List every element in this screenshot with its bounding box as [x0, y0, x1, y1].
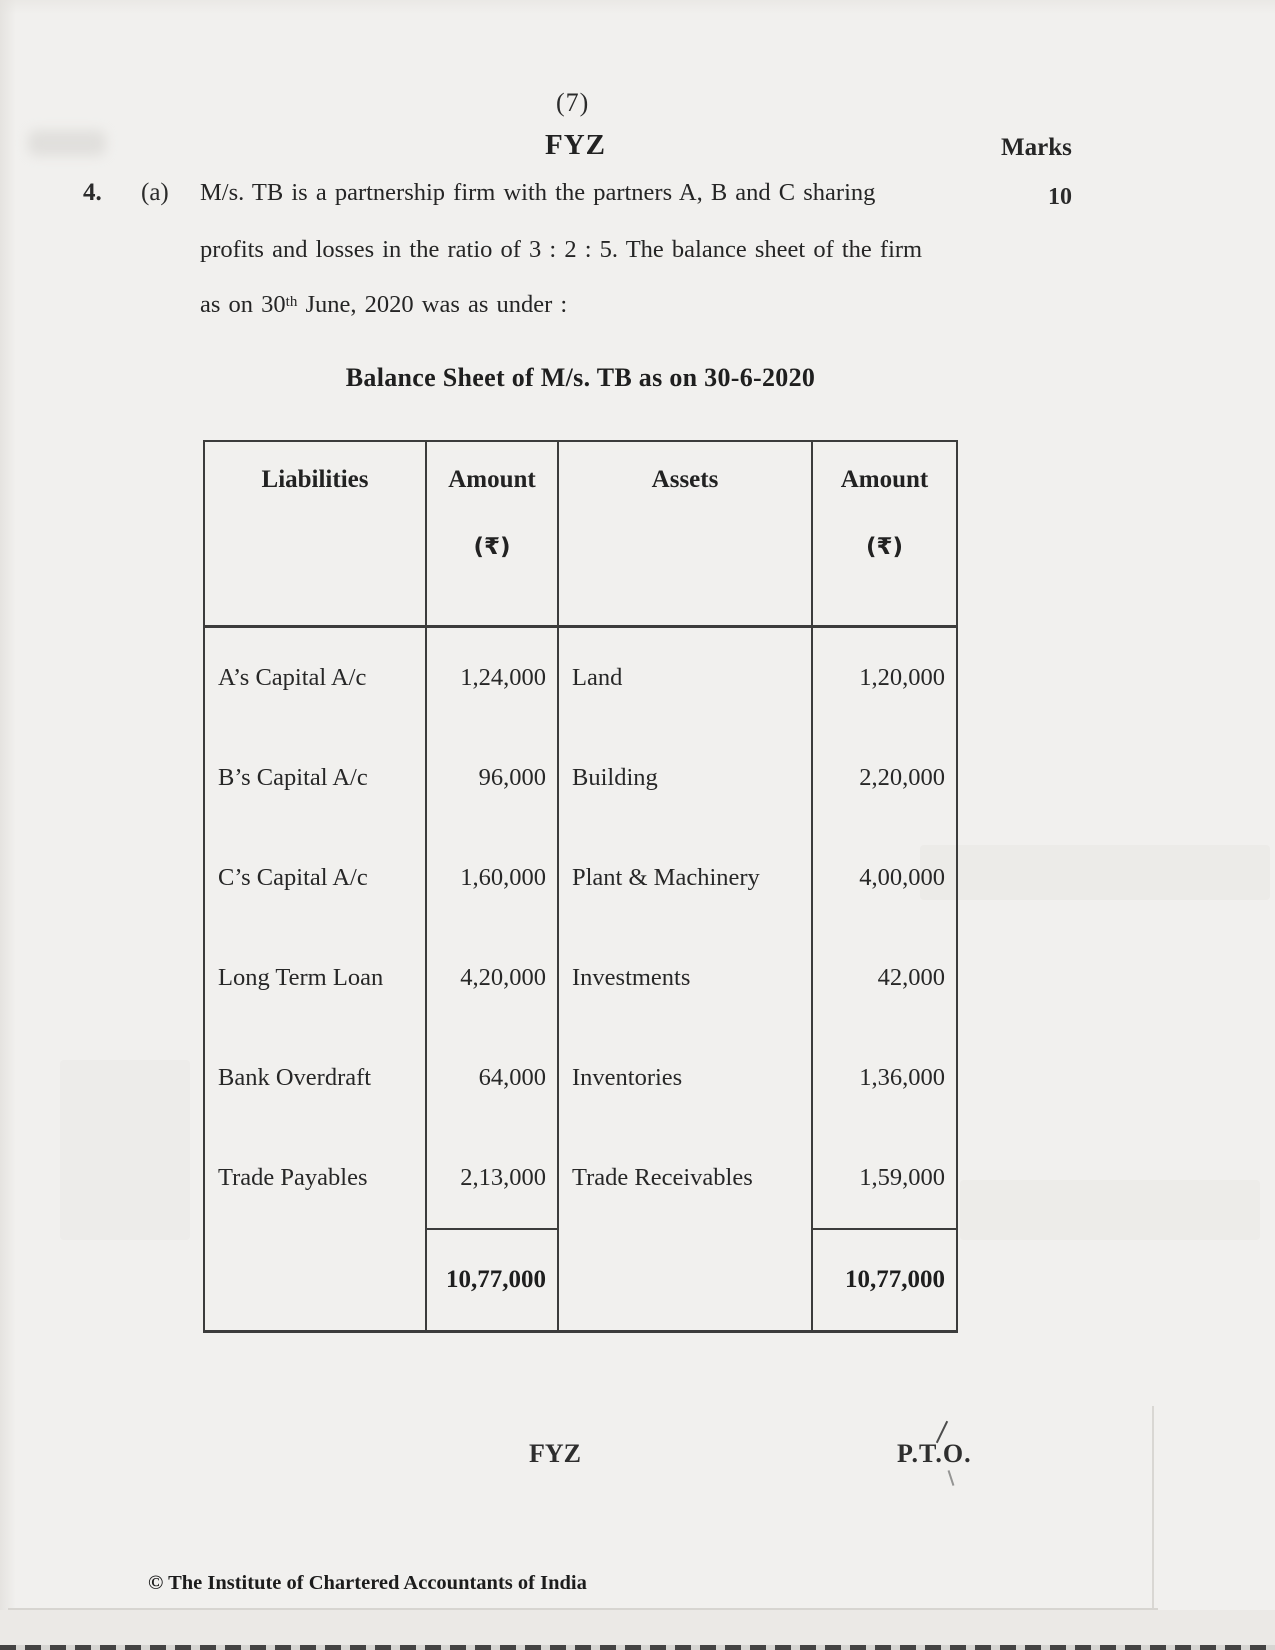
marks-column-label: Marks	[1001, 134, 1072, 161]
table-cell-asset-amount: 1,59,000	[811, 1128, 956, 1228]
copyright-notice: © The Institute of Chartered Accountants of India	[148, 1572, 587, 1594]
balance-sheet-table	[203, 440, 958, 1333]
balance-sheet-title: Balance Sheet of M/s. TB as on 30-6-2020	[345, 363, 816, 392]
table-cell-liability-amount: 2,13,000	[425, 1128, 557, 1228]
table-cell-liability: A’s Capital A/c	[218, 664, 367, 691]
table-cell-empty	[557, 1228, 811, 1330]
table-cell-liability-amount: 64,000	[425, 1028, 557, 1128]
table-cell-liability: C’s Capital A/c	[218, 864, 368, 891]
paper-code-header: FYZ	[545, 129, 606, 161]
paper-edge-vertical	[1152, 1406, 1154, 1608]
table-cell-liability-amount: 4,20,000	[425, 928, 557, 1028]
page-number: (7)	[556, 88, 590, 117]
table-cell-liability-amount: 96,000	[425, 728, 557, 828]
table-cell-asset: Building	[557, 728, 811, 828]
rupee-symbol: (₹)	[865, 534, 904, 560]
paper-edge-horizontal	[8, 1608, 1158, 1610]
table-cell-liabilities-total: 10,77,000	[425, 1228, 557, 1330]
question-text-line-3	[200, 291, 567, 319]
scan-left-edge-shading	[0, 0, 16, 1650]
table-cell-liability-amount: 1,60,000	[425, 828, 557, 928]
table-cell-liability: Trade Payables	[218, 1164, 368, 1191]
question-number: 4.	[83, 179, 102, 206]
question-part-label: (a)	[141, 179, 169, 206]
table-cell-liability: B’s Capital A/c	[218, 764, 368, 791]
header-label: Assets	[651, 466, 719, 493]
pto-label: P.T.O.	[897, 1439, 972, 1468]
table-cell-asset-amount: 1,36,000	[811, 1028, 956, 1128]
rupee-symbol: (₹)	[473, 534, 511, 560]
table-cell-liability-amount: 1,24,000	[425, 628, 557, 728]
scan-bottom-edge-line	[0, 1645, 1275, 1650]
table-cell-asset: Trade Receivables	[557, 1128, 811, 1228]
scan-shading-band	[960, 1180, 1260, 1240]
table-cell-asset: Inventories	[557, 1028, 811, 1128]
column-header-amount-right	[811, 442, 956, 628]
column-header-assets	[557, 442, 811, 628]
scan-shading-band	[920, 845, 1270, 900]
scan-bottom-zone	[0, 1610, 1275, 1650]
table-cell-asset-amount: 42,000	[811, 928, 956, 1028]
marks-value: 10	[1048, 184, 1072, 210]
ordinal-superscript: th	[285, 294, 298, 310]
question-line3-pre: as on 30	[200, 291, 286, 318]
paper-code-footer: FYZ	[529, 1439, 581, 1468]
table-cell-asset-amount: 1,20,000	[811, 628, 956, 728]
question-text-line-1: M/s. TB is a partnership firm with the partners A, B and C sharing	[200, 179, 876, 206]
header-label: Amount	[448, 466, 536, 493]
scan-shading-band	[60, 1060, 190, 1240]
column-header-liabilities	[205, 442, 425, 628]
scan-top-edge-shading	[0, 0, 1275, 14]
table-cell-asset: Investments	[557, 928, 811, 1028]
table-cell-liability: Long Term Loan	[218, 964, 384, 991]
header-label: Amount	[840, 466, 929, 493]
header-label: Liabilities	[261, 466, 369, 493]
table-cell-empty	[205, 1228, 425, 1330]
table-cell-asset-amount: 4,00,000	[811, 828, 956, 928]
table-cell-assets-total: 10,77,000	[811, 1228, 956, 1330]
table-cell-asset: Land	[557, 628, 811, 728]
table-cell-asset: Plant & Machinery	[557, 828, 811, 928]
table-cell-liability: Bank Overdraft	[218, 1064, 372, 1091]
scan-stray-mark	[948, 1470, 955, 1486]
question-line3-post: June, 2020 was as under :	[297, 291, 568, 318]
scan-ink-smudge	[28, 130, 106, 156]
question-text-line-2: profits and losses in the ratio of 3 : 2 : 5. The balance sheet of the firm	[200, 236, 923, 263]
table-cell-asset-amount: 2,20,000	[811, 728, 956, 828]
column-header-amount-left	[425, 442, 557, 628]
